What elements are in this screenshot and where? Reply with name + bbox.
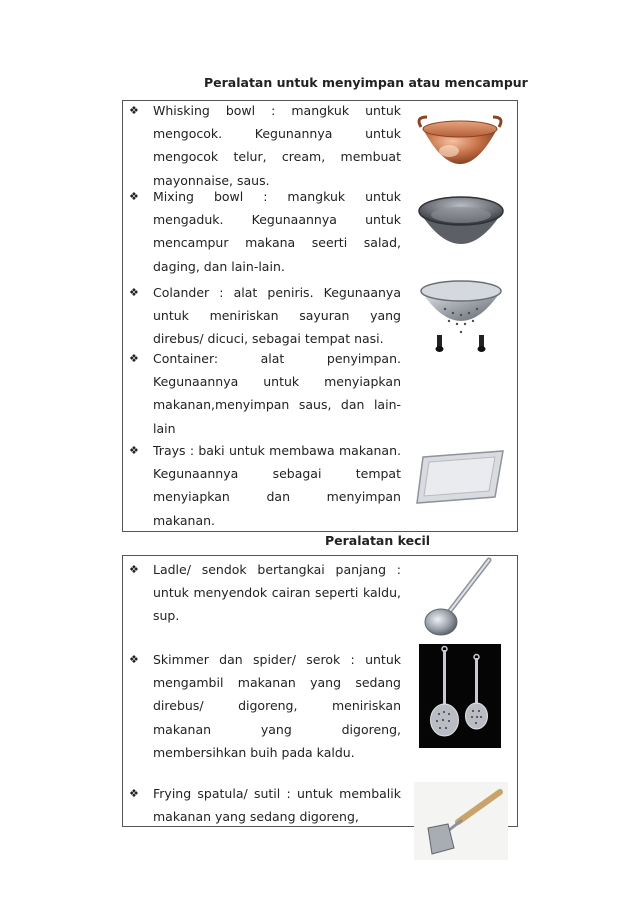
bullet-icon: ❖ — [129, 104, 139, 117]
bullet-icon: ❖ — [129, 653, 139, 666]
item-text: Container: alat penyimpan. Kegunaannya untuk menyiapkan makanan,menyimpan saus, dan lain-lain — [153, 351, 401, 436]
storage-tools-table — [122, 100, 518, 532]
section-title-small-tools: Peralatan kecil — [325, 533, 431, 548]
whisking-bowl-image — [413, 107, 507, 187]
item-text: Mixing bowl : mangkuk untuk mengaduk. Kegunaannya untuk mencampur makana seerti salad, daging, dan lain-lain. — [153, 189, 401, 274]
item-text: Whisking bowl : mangkuk untuk mengocok. Kegunannya untuk mengocok telur, cream, membuat mayonnaise, saus. — [153, 103, 401, 188]
list-item-ladle — [129, 558, 401, 628]
item-text: Trays : baki untuk membawa makanan. Kegunaannya sebagai tempat menyiapkan dan menyimpan makanan. — [153, 443, 401, 528]
mixing-bowl-image — [415, 193, 507, 261]
list-item-container — [129, 347, 401, 440]
bullet-icon: ❖ — [129, 563, 139, 576]
item-text: Ladle/ sendok bertangkai panjang : untuk menyendok cairan seperti kaldu, sup. — [153, 562, 401, 624]
ladle-image — [419, 556, 499, 640]
list-item-colander — [129, 281, 401, 351]
colander-image — [415, 277, 507, 353]
bullet-icon: ❖ — [129, 787, 139, 800]
bullet-icon: ❖ — [129, 444, 139, 457]
item-text: Frying spatula/ sutil : untuk membalik makanan yang sedang digoreng, — [153, 786, 401, 825]
skimmer-spider-image — [419, 644, 501, 748]
bullet-icon: ❖ — [129, 286, 139, 299]
bullet-icon: ❖ — [129, 190, 139, 203]
list-item-trays — [129, 439, 401, 532]
list-item-whisking-bowl — [129, 99, 401, 192]
item-text: Skimmer dan spider/ serok : untuk mengambil makanan yang sedang direbus/ digoreng, meniriskan makanan yang digoreng, membersihkan buih pada kaldu. — [153, 652, 401, 760]
list-item-mixing-bowl — [129, 185, 401, 278]
list-item-skimmer — [129, 648, 401, 764]
frying-spatula-image — [414, 782, 508, 860]
section-title-storage: Peralatan untuk menyimpan atau mencampur — [204, 75, 528, 90]
tray-image — [413, 447, 509, 507]
bullet-icon: ❖ — [129, 352, 139, 365]
list-item-frying-spatula — [129, 782, 401, 828]
item-text: Colander : alat peniris. Kegunaanya untuk meniriskan sayuran yang direbus/ dicuci, sebagai tempat nasi. — [153, 285, 401, 347]
